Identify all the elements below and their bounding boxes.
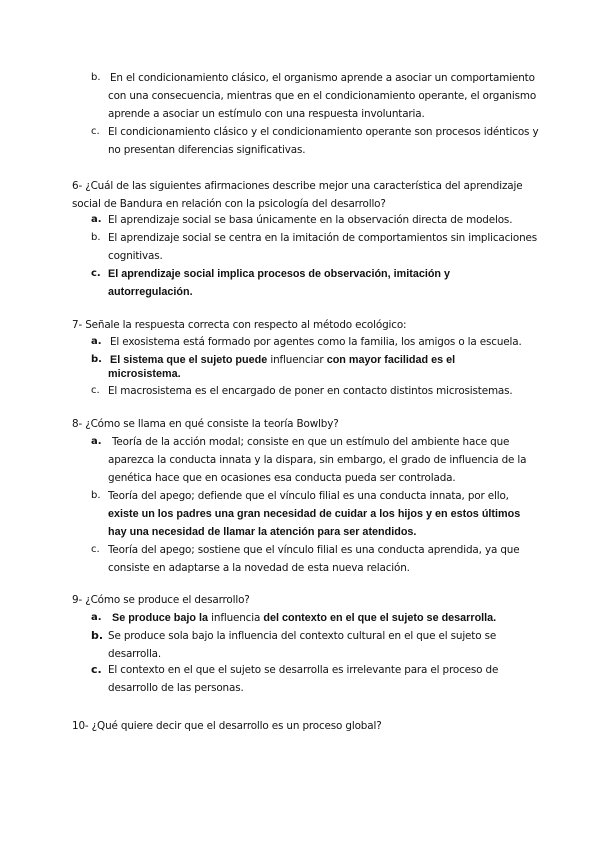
option-text: desarrolla.: [108, 648, 162, 660]
option-text: consiste en adaptarse a la novedad de esta nueva relación.: [108, 562, 410, 574]
option-text: aparezca la conducta innata y la dispara, sin embargo, el grado de influencia de la: [108, 454, 527, 466]
option-label: b.: [91, 72, 101, 83]
option-text: El macrosistema es el encargado de poner en contacto distintos microsistemas.: [108, 385, 513, 397]
option-text-correct: hay una necesidad de llamar la atención para ser atendidos.: [108, 526, 417, 538]
bold-segment: El sistema que el sujeto puede: [110, 354, 268, 366]
option-text-correct: El aprendizaje social implica procesos de observación, imitación y: [108, 268, 451, 280]
option-text-correct: [112, 611, 496, 625]
option-text: Teoría del apego; defiende que el vínculo filial es una conducta innata, por ello,: [108, 490, 509, 502]
question-10-text: 10- ¿Qué quiere decir que el desarrollo es un proceso global?: [72, 720, 382, 732]
option-label: c.: [91, 268, 101, 279]
option-text: En el condicionamiento clásico, el organismo aprende a asociar un comportamiento: [110, 72, 535, 84]
question-9-text: 9- ¿Cómo se produce el desarrollo?: [72, 594, 250, 606]
bold-segment: con mayor facilidad es el: [326, 354, 456, 366]
bold-segment: Se produce bajo la: [112, 612, 208, 624]
option-label: c.: [91, 544, 100, 555]
option-text-correct: autorregulación.: [108, 286, 193, 298]
option-label: a.: [91, 214, 102, 225]
option-text-correct: existe un los padres una gran necesidad de cuidar a los hijos y en estos últimos: [108, 508, 521, 520]
option-text-correct: [110, 353, 455, 367]
option-label: a.: [91, 336, 102, 347]
option-label: c.: [91, 663, 102, 676]
option-text: El aprendizaje social se centra en la imitación de comportamientos sin implicaciones: [108, 232, 538, 244]
plain-segment: influenciar: [270, 354, 324, 366]
option-text: cognitivas.: [108, 250, 163, 262]
option-text: El aprendizaje social se basa únicamente en la observación directa de modelos.: [108, 214, 513, 226]
question-6-text: social de Bandura en relación con la psicología del desarrollo?: [72, 198, 386, 210]
option-text: El contexto en el que el sujeto se desarrolla es irrelevante para el proceso de: [108, 664, 499, 676]
option-text-correct: microsistema.: [108, 368, 181, 380]
option-text: con una consecuencia, mientras que en el condicionamiento operante, el organismo: [108, 90, 537, 102]
question-6-text: 6- ¿Cuál de las siguientes afirmaciones describe mejor una característica del aprendizaje: [72, 180, 523, 192]
option-text: aprende a asociar un estímulo con una respuesta involuntaria.: [108, 108, 425, 120]
option-label: a.: [91, 436, 102, 447]
option-text: genética hace que en ocasiones esa conducta pueda ser controlada.: [108, 472, 456, 484]
bold-segment: del contexto en el que el sujeto se desarrolla.: [263, 612, 497, 624]
option-text: El condicionamiento clásico y el condicionamiento operante son procesos idénticos y: [108, 126, 539, 138]
question-7-text: 7- Señale la respuesta correcta con respecto al método ecológico:: [72, 319, 407, 331]
option-text: Teoría del apego; sostiene que el vínculo filial es una conducta aprendida, ya que: [108, 544, 520, 556]
option-text: desarrollo de las personas.: [108, 682, 244, 694]
option-label: a.: [91, 612, 102, 623]
option-label: b.: [91, 629, 104, 642]
plain-segment: influencia: [211, 612, 261, 624]
option-text: Se produce sola bajo la influencia del contexto cultural en el que el sujeto se: [108, 630, 497, 642]
option-label: b.: [91, 232, 101, 243]
option-label: c.: [91, 385, 100, 396]
option-label: c.: [91, 126, 100, 137]
option-text: no presentan diferencias significativas.: [108, 144, 306, 156]
question-8-text: 8- ¿Cómo se llama en qué consiste la teoría Bowlby?: [72, 418, 339, 430]
option-text: Teoría de la acción modal; consiste en que un estímulo del ambiente hace que: [112, 436, 510, 448]
option-text: El exosistema está formado por agentes como la familia, los amigos o la escuela.: [110, 336, 522, 348]
option-label: b.: [91, 354, 102, 365]
option-label: b.: [91, 490, 101, 501]
